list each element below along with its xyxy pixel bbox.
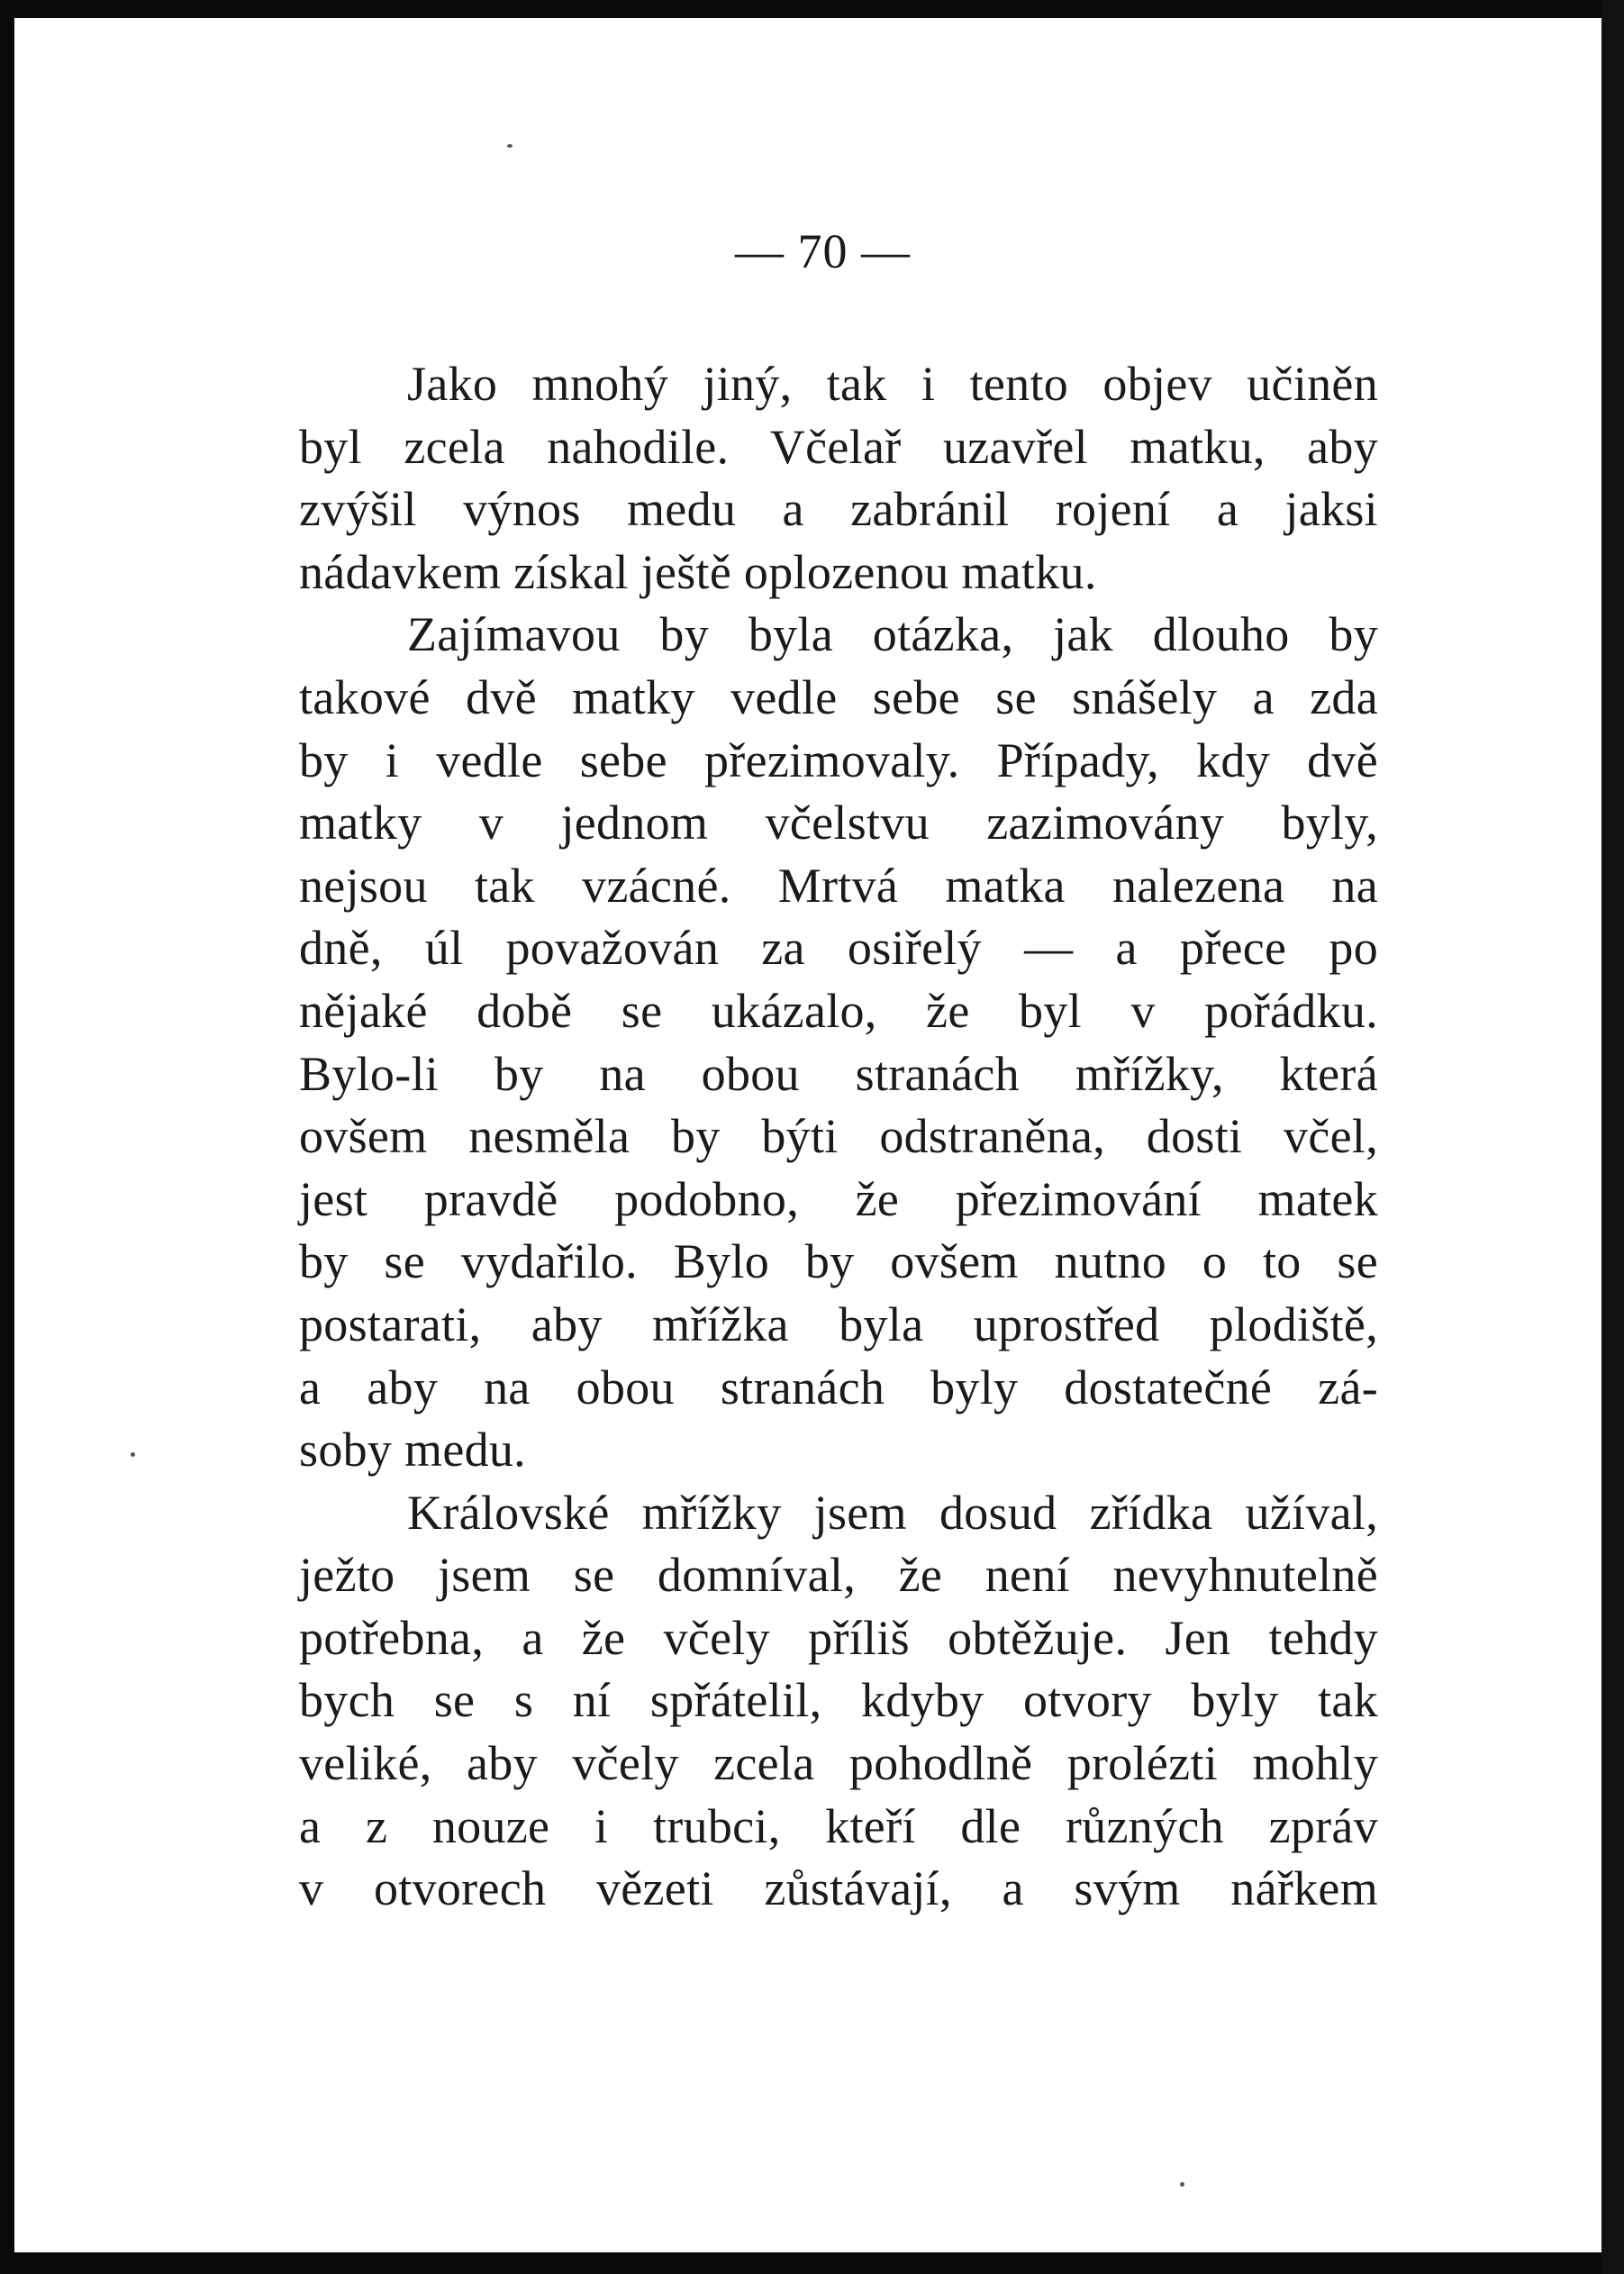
text-line: potřebna, a že včely příliš obtěžuje. Jen tehdy [299, 1610, 1378, 1665]
text-line: soby medu. [299, 1423, 526, 1478]
text-line: zvýšil výnos medu a zabránil rojení a jaksi [299, 482, 1378, 537]
text-line: byl zcela nahodile. Včelař uzavřel matku, aby [299, 419, 1378, 474]
text-line: by i vedle sebe přezimovaly. Případy, kdy dvě [299, 732, 1378, 787]
text-line: a z nouze i trubci, kteří dle různých zpráv [299, 1798, 1378, 1853]
text-line: dně, úl považován za osiřelý — a přece po [299, 921, 1378, 976]
ink-speck [1180, 2182, 1184, 2187]
text-line: nádavkem získal ještě oplozenou matku. [299, 544, 1097, 599]
text-line: jest pravdě podobno, že přezimování matek [299, 1171, 1378, 1226]
text-line: ovšem nesměla by býti odstraněna, dosti včel, [299, 1109, 1378, 1164]
ink-speck [131, 1452, 135, 1457]
text-line: veliké, aby včely zcela pohodlně prolézti mohly [299, 1736, 1378, 1791]
text-line: Zajímavou by byla otázka, jak dlouho by [407, 607, 1378, 662]
page-number: — 70 — [735, 224, 911, 278]
text-line: a aby na obou stranách byly dostatečné zá- [299, 1360, 1378, 1414]
text-line: Bylo-li by na obou stranách mřížky, která [299, 1046, 1378, 1101]
text-line: Jako mnohý jiný, tak i tento objev učiněn [407, 357, 1378, 411]
text-line: by se vydařilo. Bylo by ovšem nutno o to se [299, 1234, 1378, 1289]
text-line: v otvorech vězeti zůstávají, a svým nářkem [299, 1861, 1378, 1916]
text-line: takové dvě matky vedle sebe se snášely a zda [299, 669, 1378, 724]
text-line: nejsou tak vzácné. Mrtvá matka nalezena na [299, 858, 1378, 913]
text-line: nějaké době se ukázalo, že byl v pořádku. [299, 983, 1378, 1038]
ink-speck [507, 144, 513, 148]
text-line: Královské mřížky jsem dosud zřídka užíval, [407, 1485, 1378, 1540]
text-line: matky v jednom včelstvu zazimovány byly, [299, 796, 1378, 850]
scan-edge [1601, 0, 1624, 2274]
body-text [299, 353, 1378, 1921]
text-line: bych se s ní spřátelil, kdyby otvory byly tak [299, 1673, 1378, 1728]
text-line: postarati, aby mřížka byla uprostřed plodiště, [299, 1296, 1378, 1351]
text-line: ježto jsem se domníval, že není nevyhnutelně [299, 1548, 1378, 1603]
